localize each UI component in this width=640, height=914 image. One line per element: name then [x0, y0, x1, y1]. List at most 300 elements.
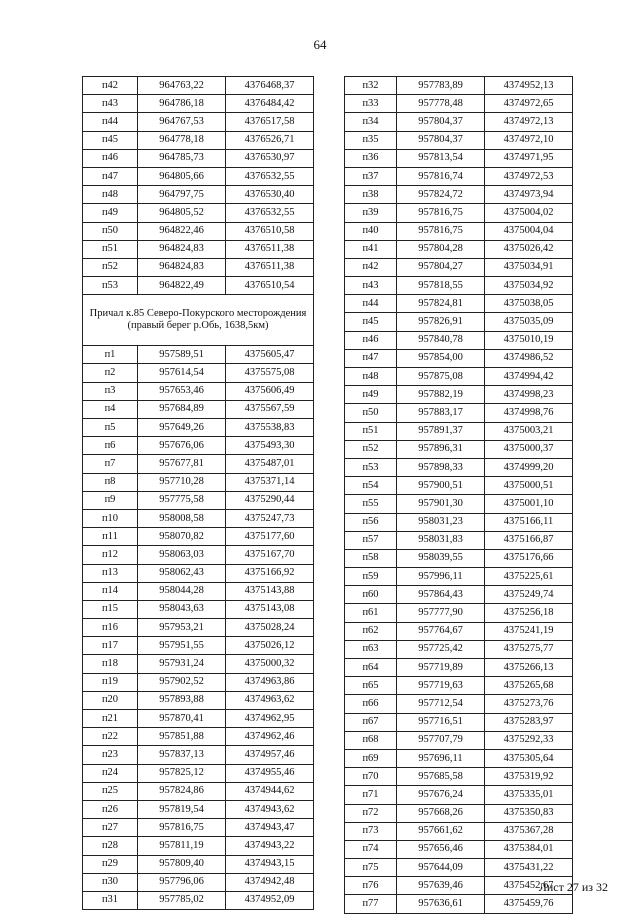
x-coordinate-cell: 964824,83: [138, 240, 226, 258]
x-coordinate-cell: 964767,53: [138, 113, 226, 131]
point-id-cell: п46: [83, 149, 138, 167]
y-coordinate-cell: 4374962,46: [226, 728, 314, 746]
table-row: [345, 277, 573, 295]
point-id-cell: п2: [83, 364, 138, 382]
point-id-cell: п55: [345, 495, 397, 513]
point-id-cell: п34: [345, 113, 397, 131]
table-row: [83, 728, 314, 746]
x-coordinate-cell: 957707,79: [397, 731, 485, 749]
table-row: [83, 346, 314, 364]
x-coordinate-cell: 957882,19: [397, 386, 485, 404]
point-id-cell: п1: [83, 346, 138, 364]
x-coordinate-cell: 957870,41: [138, 710, 226, 728]
x-coordinate-cell: 958043,63: [138, 600, 226, 618]
point-id-cell: п51: [83, 240, 138, 258]
point-id-cell: п14: [83, 582, 138, 600]
y-coordinate-cell: 4374972,65: [485, 95, 573, 113]
y-coordinate-cell: 4375247,73: [226, 509, 314, 527]
y-coordinate-cell: 4374972,53: [485, 167, 573, 185]
section-title: Причал к.85 Северо-Покурского месторождения (правый берег р.Обь, 1638,5км): [83, 295, 314, 346]
point-id-cell: п53: [345, 458, 397, 476]
table-row: [345, 768, 573, 786]
table-row: [83, 619, 314, 637]
point-id-cell: п19: [83, 673, 138, 691]
table-row: [345, 695, 573, 713]
table-row: [345, 167, 573, 185]
y-coordinate-cell: 4374943,15: [226, 855, 314, 873]
table-row: [83, 582, 314, 600]
x-coordinate-cell: 957668,26: [397, 804, 485, 822]
x-coordinate-cell: 957811,19: [138, 837, 226, 855]
table-row: [345, 95, 573, 113]
point-id-cell: п64: [345, 659, 397, 677]
y-coordinate-cell: 4374963,86: [226, 673, 314, 691]
y-coordinate-cell: 4376510,54: [226, 277, 314, 295]
point-id-cell: п39: [345, 204, 397, 222]
y-coordinate-cell: 4374971,95: [485, 149, 573, 167]
table-row: [83, 746, 314, 764]
table-row: [345, 677, 573, 695]
point-id-cell: п59: [345, 568, 397, 586]
x-coordinate-cell: 957951,55: [138, 637, 226, 655]
table-row: [345, 622, 573, 640]
table-row: [345, 295, 573, 313]
y-coordinate-cell: 4374952,09: [226, 891, 314, 909]
point-id-cell: п46: [345, 331, 397, 349]
point-id-cell: п76: [345, 877, 397, 895]
x-coordinate-cell: 964778,18: [138, 131, 226, 149]
y-coordinate-cell: 4375431,22: [485, 859, 573, 877]
point-id-cell: п29: [83, 855, 138, 873]
y-coordinate-cell: 4375350,83: [485, 804, 573, 822]
y-coordinate-cell: 4374955,46: [226, 764, 314, 782]
point-id-cell: п42: [345, 258, 397, 276]
y-coordinate-cell: 4375538,83: [226, 419, 314, 437]
table-row: [83, 710, 314, 728]
table-row: [345, 331, 573, 349]
y-coordinate-cell: 4375305,64: [485, 749, 573, 767]
y-coordinate-cell: 4376510,58: [226, 222, 314, 240]
table-row: [83, 204, 314, 222]
table-row: [345, 204, 573, 222]
point-id-cell: п61: [345, 604, 397, 622]
x-coordinate-cell: 957819,54: [138, 800, 226, 818]
point-id-cell: п57: [345, 531, 397, 549]
table-row: [345, 513, 573, 531]
table-row: [83, 873, 314, 891]
x-coordinate-cell: 957804,37: [397, 113, 485, 131]
y-coordinate-cell: 4374998,76: [485, 404, 573, 422]
point-id-cell: п25: [83, 782, 138, 800]
point-id-cell: п74: [345, 840, 397, 858]
point-id-cell: п23: [83, 746, 138, 764]
x-coordinate-cell: 964805,66: [138, 167, 226, 185]
table-row: [345, 477, 573, 495]
left-table-top-rows: [83, 77, 314, 295]
y-coordinate-cell: 4375575,08: [226, 364, 314, 382]
y-coordinate-cell: 4376532,55: [226, 204, 314, 222]
sheet-footer: Лист 27 из 32: [538, 880, 608, 894]
table-row: [83, 600, 314, 618]
y-coordinate-cell: 4374944,62: [226, 782, 314, 800]
x-coordinate-cell: 957825,12: [138, 764, 226, 782]
y-coordinate-cell: 4375335,01: [485, 786, 573, 804]
y-coordinate-cell: 4374999,20: [485, 458, 573, 476]
point-id-cell: п20: [83, 691, 138, 709]
table-row: [345, 586, 573, 604]
y-coordinate-cell: 4375034,91: [485, 258, 573, 276]
table-row: [83, 491, 314, 509]
x-coordinate-cell: 957893,88: [138, 691, 226, 709]
point-id-cell: п60: [345, 586, 397, 604]
point-id-cell: п56: [345, 513, 397, 531]
x-coordinate-cell: 957804,37: [397, 131, 485, 149]
table-row: [345, 349, 573, 367]
y-coordinate-cell: 4374952,13: [485, 77, 573, 95]
x-coordinate-cell: 957676,24: [397, 786, 485, 804]
y-coordinate-cell: 4375275,77: [485, 640, 573, 658]
table-row: [345, 368, 573, 386]
point-id-cell: п43: [83, 95, 138, 113]
y-coordinate-cell: 4375290,44: [226, 491, 314, 509]
point-id-cell: п4: [83, 400, 138, 418]
x-coordinate-cell: 957898,33: [397, 458, 485, 476]
x-coordinate-cell: 957818,55: [397, 277, 485, 295]
table-row: [345, 859, 573, 877]
table-row: [83, 258, 314, 276]
point-id-cell: п13: [83, 564, 138, 582]
point-id-cell: п44: [83, 113, 138, 131]
y-coordinate-cell: 4375003,21: [485, 422, 573, 440]
point-id-cell: п50: [83, 222, 138, 240]
x-coordinate-cell: 957676,06: [138, 437, 226, 455]
table-row: [83, 819, 314, 837]
table-row: [83, 419, 314, 437]
table-row: [345, 604, 573, 622]
x-coordinate-cell: 957896,31: [397, 440, 485, 458]
y-coordinate-cell: 4375452,67: [485, 877, 573, 895]
point-id-cell: п9: [83, 491, 138, 509]
point-id-cell: п48: [83, 186, 138, 204]
coordinates-table-left: [82, 76, 314, 910]
x-coordinate-cell: 957824,81: [397, 295, 485, 313]
y-coordinate-cell: 4375567,59: [226, 400, 314, 418]
y-coordinate-cell: 4375487,01: [226, 455, 314, 473]
point-id-cell: п71: [345, 786, 397, 804]
x-coordinate-cell: 957656,46: [397, 840, 485, 858]
y-coordinate-cell: 4374998,23: [485, 386, 573, 404]
point-id-cell: п11: [83, 528, 138, 546]
y-coordinate-cell: 4374973,94: [485, 186, 573, 204]
x-coordinate-cell: 957777,90: [397, 604, 485, 622]
x-coordinate-cell: 957716,51: [397, 713, 485, 731]
x-coordinate-cell: 957931,24: [138, 655, 226, 673]
y-coordinate-cell: 4375004,02: [485, 204, 573, 222]
y-coordinate-cell: 4375176,66: [485, 549, 573, 567]
x-coordinate-cell: 957891,37: [397, 422, 485, 440]
x-coordinate-cell: 957684,89: [138, 400, 226, 418]
y-coordinate-cell: 4374972,13: [485, 113, 573, 131]
table-row: [83, 437, 314, 455]
table-row: [83, 528, 314, 546]
table-row: [345, 113, 573, 131]
table-row: [345, 895, 573, 913]
x-coordinate-cell: 957864,43: [397, 586, 485, 604]
x-coordinate-cell: 957902,52: [138, 673, 226, 691]
y-coordinate-cell: 4376511,38: [226, 258, 314, 276]
y-coordinate-cell: 4375143,88: [226, 582, 314, 600]
left-table-bottom-rows: [83, 346, 314, 910]
table-row: [345, 458, 573, 476]
table-row: [345, 549, 573, 567]
point-id-cell: п77: [345, 895, 397, 913]
table-row: [83, 400, 314, 418]
point-id-cell: п51: [345, 422, 397, 440]
y-coordinate-cell: 4375038,05: [485, 295, 573, 313]
y-coordinate-cell: 4374962,95: [226, 710, 314, 728]
point-id-cell: п49: [345, 386, 397, 404]
y-coordinate-cell: 4374957,46: [226, 746, 314, 764]
table-row: [83, 364, 314, 382]
point-id-cell: п66: [345, 695, 397, 713]
y-coordinate-cell: 4375028,24: [226, 619, 314, 637]
point-id-cell: п47: [345, 349, 397, 367]
table-row: [83, 455, 314, 473]
table-row: [83, 509, 314, 527]
y-coordinate-cell: 4375001,10: [485, 495, 573, 513]
y-coordinate-cell: 4374943,62: [226, 800, 314, 818]
table-row: [345, 640, 573, 658]
table-row: [83, 673, 314, 691]
table-row: [83, 149, 314, 167]
y-coordinate-cell: 4375292,33: [485, 731, 573, 749]
y-coordinate-cell: 4375034,92: [485, 277, 573, 295]
y-coordinate-cell: 4376530,97: [226, 149, 314, 167]
table-row: [345, 713, 573, 731]
x-coordinate-cell: 957639,46: [397, 877, 485, 895]
point-id-cell: п47: [83, 167, 138, 185]
x-coordinate-cell: 957589,51: [138, 346, 226, 364]
x-coordinate-cell: 957783,89: [397, 77, 485, 95]
point-id-cell: п68: [345, 731, 397, 749]
y-coordinate-cell: 4375225,61: [485, 568, 573, 586]
x-coordinate-cell: 957837,13: [138, 746, 226, 764]
point-id-cell: п75: [345, 859, 397, 877]
point-id-cell: п18: [83, 655, 138, 673]
point-id-cell: п65: [345, 677, 397, 695]
x-coordinate-cell: 957719,63: [397, 677, 485, 695]
x-coordinate-cell: 957804,28: [397, 240, 485, 258]
x-coordinate-cell: 957816,75: [138, 819, 226, 837]
point-id-cell: п53: [83, 277, 138, 295]
y-coordinate-cell: 4375166,92: [226, 564, 314, 582]
table-row: [345, 840, 573, 858]
point-id-cell: п67: [345, 713, 397, 731]
table-row: [345, 749, 573, 767]
y-coordinate-cell: 4374942,48: [226, 873, 314, 891]
x-coordinate-cell: 957614,54: [138, 364, 226, 382]
x-coordinate-cell: 957785,02: [138, 891, 226, 909]
y-coordinate-cell: 4376511,38: [226, 240, 314, 258]
y-coordinate-cell: 4375000,37: [485, 440, 573, 458]
point-id-cell: п72: [345, 804, 397, 822]
x-coordinate-cell: 957636,61: [397, 895, 485, 913]
x-coordinate-cell: 957710,28: [138, 473, 226, 491]
x-coordinate-cell: 964805,52: [138, 204, 226, 222]
y-coordinate-cell: 4374943,47: [226, 819, 314, 837]
point-id-cell: п28: [83, 837, 138, 855]
table-row: [83, 95, 314, 113]
table-row: [83, 77, 314, 95]
x-coordinate-cell: 964786,18: [138, 95, 226, 113]
point-id-cell: п27: [83, 819, 138, 837]
y-coordinate-cell: 4375241,19: [485, 622, 573, 640]
point-id-cell: п17: [83, 637, 138, 655]
point-id-cell: п45: [83, 131, 138, 149]
point-id-cell: п8: [83, 473, 138, 491]
table-row: [345, 495, 573, 513]
y-coordinate-cell: 4375606,49: [226, 382, 314, 400]
y-coordinate-cell: 4375166,11: [485, 513, 573, 531]
point-id-cell: п3: [83, 382, 138, 400]
table-row: [345, 222, 573, 240]
point-id-cell: п30: [83, 873, 138, 891]
page-number: 64: [313, 37, 327, 52]
x-coordinate-cell: 958039,55: [397, 549, 485, 567]
x-coordinate-cell: 957826,91: [397, 313, 485, 331]
table-row: [345, 240, 573, 258]
point-id-cell: п33: [345, 95, 397, 113]
x-coordinate-cell: 957996,11: [397, 568, 485, 586]
table-row: [345, 422, 573, 440]
point-id-cell: п62: [345, 622, 397, 640]
x-coordinate-cell: 957719,89: [397, 659, 485, 677]
point-id-cell: п10: [83, 509, 138, 527]
table-row: [345, 258, 573, 276]
x-coordinate-cell: 957712,54: [397, 695, 485, 713]
table-row: [345, 404, 573, 422]
y-coordinate-cell: 4375384,01: [485, 840, 573, 858]
point-id-cell: п7: [83, 455, 138, 473]
point-id-cell: п63: [345, 640, 397, 658]
table-row: [83, 764, 314, 782]
y-coordinate-cell: 4376530,40: [226, 186, 314, 204]
point-id-cell: п58: [345, 549, 397, 567]
x-coordinate-cell: 957775,58: [138, 491, 226, 509]
point-id-cell: п24: [83, 764, 138, 782]
table-row: [345, 131, 573, 149]
y-coordinate-cell: 4374943,22: [226, 837, 314, 855]
y-coordinate-cell: 4375167,70: [226, 546, 314, 564]
x-coordinate-cell: 957649,26: [138, 419, 226, 437]
point-id-cell: п49: [83, 204, 138, 222]
x-coordinate-cell: 957851,88: [138, 728, 226, 746]
y-coordinate-cell: 4375004,04: [485, 222, 573, 240]
point-id-cell: п54: [345, 477, 397, 495]
table-row: [83, 382, 314, 400]
y-coordinate-cell: 4375266,13: [485, 659, 573, 677]
y-coordinate-cell: 4376484,42: [226, 95, 314, 113]
y-coordinate-cell: 4375605,47: [226, 346, 314, 364]
table-row: [83, 855, 314, 873]
y-coordinate-cell: 4374963,62: [226, 691, 314, 709]
point-id-cell: п32: [345, 77, 397, 95]
point-id-cell: п44: [345, 295, 397, 313]
table-row: [345, 440, 573, 458]
point-id-cell: п6: [83, 437, 138, 455]
y-coordinate-cell: 4376517,58: [226, 113, 314, 131]
point-id-cell: п52: [83, 258, 138, 276]
table-row: [83, 800, 314, 818]
x-coordinate-cell: 957816,75: [397, 222, 485, 240]
x-coordinate-cell: 957900,51: [397, 477, 485, 495]
section-header-row: [83, 295, 314, 346]
table-row: [83, 167, 314, 185]
point-id-cell: п36: [345, 149, 397, 167]
table-row: [83, 186, 314, 204]
y-coordinate-cell: 4374972,10: [485, 131, 573, 149]
point-id-cell: п73: [345, 822, 397, 840]
x-coordinate-cell: 957764,67: [397, 622, 485, 640]
table-row: [83, 131, 314, 149]
x-coordinate-cell: 957854,00: [397, 349, 485, 367]
point-id-cell: п52: [345, 440, 397, 458]
table-row: [83, 473, 314, 491]
table-row: [345, 149, 573, 167]
table-row: [345, 822, 573, 840]
point-id-cell: п5: [83, 419, 138, 437]
right-table-rows: [345, 77, 573, 914]
y-coordinate-cell: 4375265,68: [485, 677, 573, 695]
x-coordinate-cell: 958063,03: [138, 546, 226, 564]
table-row: [83, 837, 314, 855]
y-coordinate-cell: 4375493,30: [226, 437, 314, 455]
point-id-cell: п35: [345, 131, 397, 149]
x-coordinate-cell: 964824,83: [138, 258, 226, 276]
table-row: [83, 546, 314, 564]
y-coordinate-cell: 4375026,12: [226, 637, 314, 655]
x-coordinate-cell: 957840,78: [397, 331, 485, 349]
y-coordinate-cell: 4375273,76: [485, 695, 573, 713]
y-coordinate-cell: 4375166,87: [485, 531, 573, 549]
point-id-cell: п21: [83, 710, 138, 728]
x-coordinate-cell: 957816,75: [397, 204, 485, 222]
x-coordinate-cell: 964763,22: [138, 77, 226, 95]
x-coordinate-cell: 957644,09: [397, 859, 485, 877]
point-id-cell: п50: [345, 404, 397, 422]
table-row: [345, 568, 573, 586]
x-coordinate-cell: 958070,82: [138, 528, 226, 546]
x-coordinate-cell: 957685,58: [397, 768, 485, 786]
y-coordinate-cell: 4375026,42: [485, 240, 573, 258]
y-coordinate-cell: 4375143,08: [226, 600, 314, 618]
table-row: [83, 277, 314, 295]
x-coordinate-cell: 957677,81: [138, 455, 226, 473]
table-row: [83, 782, 314, 800]
point-id-cell: п15: [83, 600, 138, 618]
point-id-cell: п48: [345, 368, 397, 386]
y-coordinate-cell: 4376532,55: [226, 167, 314, 185]
table-row: [345, 186, 573, 204]
y-coordinate-cell: 4374986,52: [485, 349, 573, 367]
x-coordinate-cell: 957875,08: [397, 368, 485, 386]
x-coordinate-cell: 958031,23: [397, 513, 485, 531]
table-row: [345, 313, 573, 331]
x-coordinate-cell: 957813,54: [397, 149, 485, 167]
y-coordinate-cell: 4375283,97: [485, 713, 573, 731]
point-id-cell: п12: [83, 546, 138, 564]
y-coordinate-cell: 4375459,76: [485, 895, 573, 913]
